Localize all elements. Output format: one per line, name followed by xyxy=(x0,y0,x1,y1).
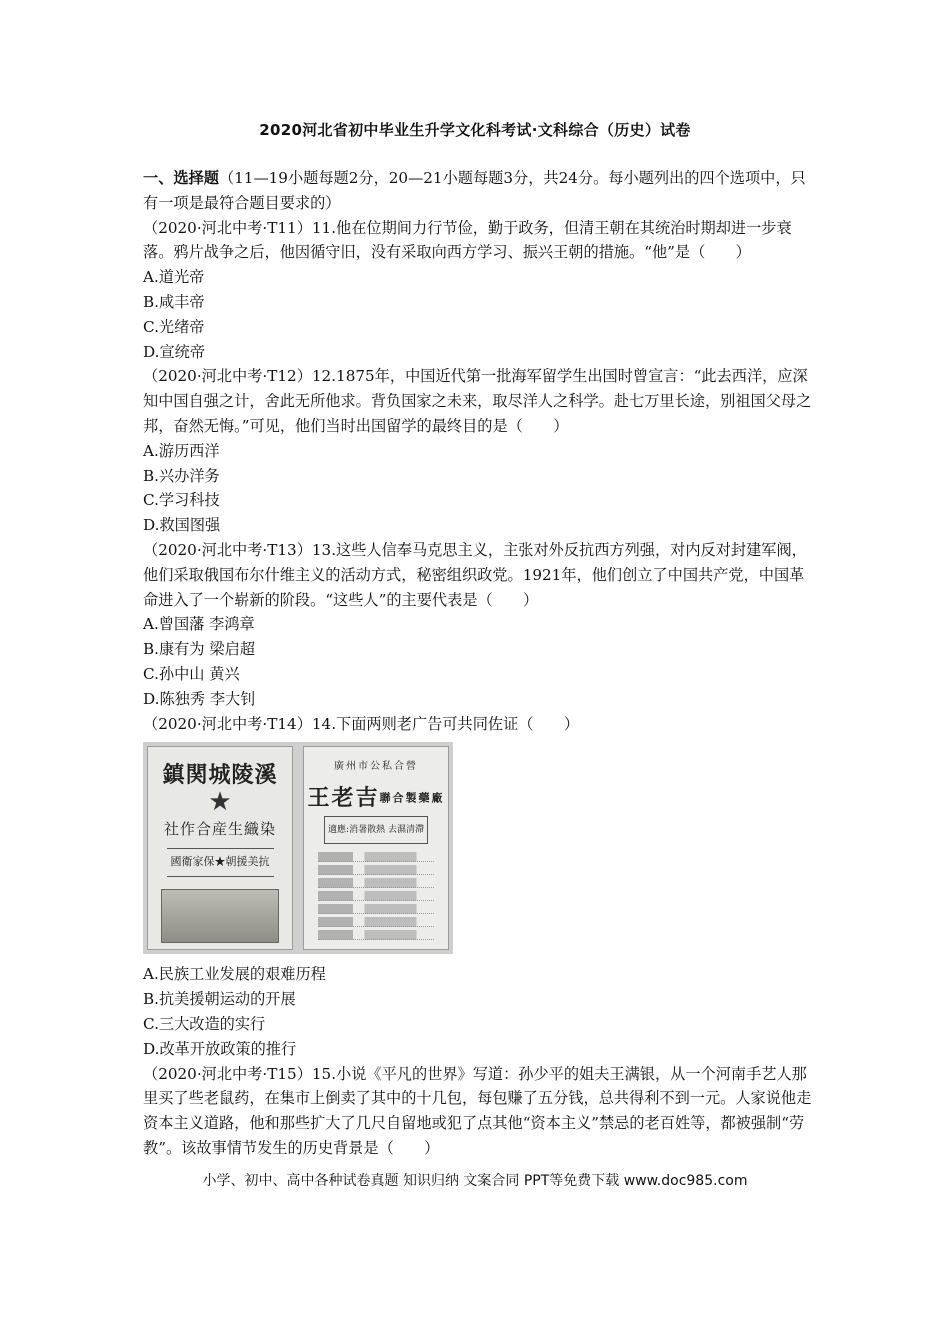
exam-content xyxy=(143,166,813,1161)
question-12: （2020·河北中考·T12）12.1875年，中国近代第一批海军留学生出国时曾宣言：“此去西洋，应深知中国自强之计，舍此无所他求。背负国家之未来，取尽洋人之科学。赴七万里长途，别祖国父母之邦，奋然无悔。”可见，他们当时出国留学的最终目的是（ ） xyxy=(143,367,812,435)
right-ad-brand-name: 王老吉 xyxy=(307,785,380,812)
question-13: （2020·河北中考·T13）13.这些人信奉马克思主义，主张对外反抗西方列强，对内反对封建军阀，他们采取俄国布尔什维主义的活动方式，秘密组织政党。1921年，他们创立了中国共产党，中国革命进入了一个崭新的阶段。“这些人”的主要代表是（ ） xyxy=(143,540,807,609)
right-ad-footer xyxy=(314,949,438,950)
left-ad-illustration xyxy=(161,889,278,943)
option: A.民族工业发展的艰难历程 xyxy=(143,965,326,984)
right-ad-top: 廣州市公私合營 xyxy=(334,761,418,773)
question-14: （2020·河北中考·T14）14.下面两则老广告可共同佐证（ ） xyxy=(143,714,580,733)
question-11: （2020·河北中考·T11）11.他在位期间力行节俭，勤于政务，但清王朝在其统治时期却进一步衰落。鸦片战争之后，他因循守旧，没有采取向西方学习、振兴王朝的措施。“他”是（ ） xyxy=(143,218,792,262)
section-intro xyxy=(143,166,813,216)
option: D.宣统帝 xyxy=(143,342,206,361)
page-footer: 小学、初中、高中各种试卷真题 知识归纳 文案合同 PPT等免费下载 www.doc985.com xyxy=(202,1173,748,1189)
right-ad-badge: 聯合製藥廠 xyxy=(379,791,445,805)
section-head: 一、选择题 xyxy=(143,169,219,187)
question-15: （2020·河北中考·T15）15.小说《平凡的世界》写道：孙少平的姐夫王满银，从一个河南手艺人那里买了些老鼠药，在集市上倒卖了其中的十几包，每包赚了五分钱，总共得利不到一元。人家说他走资本主义道路，他和那些扩大了几尺自留地或犯了点其他“资本主义”禁忌的老百姓等，都被强制“劳教”。该故事情节发生的历史背景是（ ） xyxy=(143,1064,812,1157)
option: A.道光帝 xyxy=(143,268,205,287)
option: C.学习科技 xyxy=(143,491,220,510)
left-ad-headline: 鎮関城陵溪 xyxy=(162,762,278,789)
right-ad-product-list xyxy=(318,852,433,943)
page-title: 2020河北省初中毕业生升学文化科考试·文科综合（历史）试卷 xyxy=(259,121,691,139)
option: D.救国图强 xyxy=(143,516,221,535)
star-icon: ★ xyxy=(208,787,232,818)
option: A.游历西洋 xyxy=(143,441,220,460)
option: D.改革开放政策的推行 xyxy=(143,1039,297,1058)
option: C.三大改造的实行 xyxy=(143,1014,266,1033)
left-advertisement xyxy=(147,746,293,950)
old-advertisements-figure xyxy=(143,742,453,954)
option: D.陈独秀 李大钊 xyxy=(143,689,256,708)
right-ad-sub: 適應:消暑散熱 去濕清滯 xyxy=(324,816,428,845)
right-ad-brand xyxy=(307,786,444,811)
option: A.曾国藩 李鸿章 xyxy=(143,615,255,634)
left-ad-slogan: 國衛家保★朝援美抗 xyxy=(167,848,274,877)
option: C.孙中山 黄兴 xyxy=(143,664,240,683)
option: C.光绪帝 xyxy=(143,317,205,336)
option: B.康有为 梁启超 xyxy=(143,640,255,659)
left-ad-middle: 社作合産生織染 xyxy=(163,819,276,838)
option: B.兴办洋务 xyxy=(143,466,220,485)
option: B.抗美援朝运动的开展 xyxy=(143,990,296,1009)
section-desc: （11—19小题每题2分，20—21小题每题3分，共24分。每小题列出的四个选项中，只有一项是最符合题目要求的） xyxy=(143,169,806,212)
option: B.咸丰帝 xyxy=(143,292,205,311)
right-advertisement xyxy=(303,746,449,950)
